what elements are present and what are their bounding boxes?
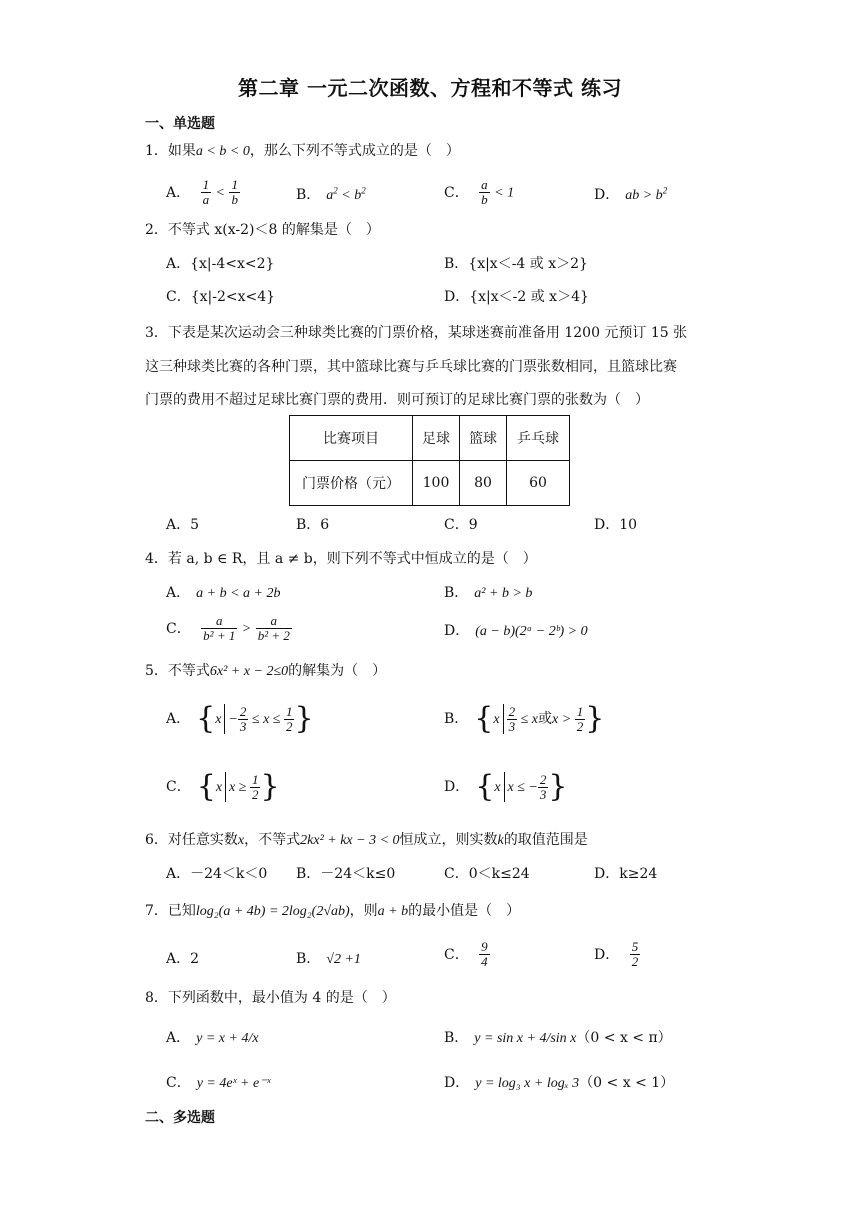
fraction: $\frac{a}{\text{b² + 1}}$ — [203, 613, 236, 643]
section-multiple-choice: 二、多选题 — [145, 1110, 215, 1126]
question-5-stem: 5．不等式6x² + x − 2≤0的解集为（ ） — [145, 663, 387, 679]
question-1-option-b[interactable]: B． $a^2 < b^2$ — [296, 185, 366, 203]
question-3-option-a[interactable]: A．5 — [166, 517, 200, 533]
fraction: $\frac{1}{b}$ — [231, 177, 238, 207]
question-6-option-c[interactable]: C．0＜k≤24 — [444, 866, 530, 882]
fraction: $\frac{a}{\text{b² + 2}}$ — [257, 613, 290, 643]
question-8-stem: 8．下列函数中，最小值为 4 的是（ ） — [145, 990, 396, 1006]
question-1-stem: 1．如果a < b < 0，那么下列不等式成立的是（ ） — [145, 143, 460, 159]
question-4-stem: 4．若 a, b ∈ R，且 a ≠ b，则下列不等式中恒成立的是（ ） — [145, 551, 537, 567]
question-6-stem: 6．对任意实数x，不等式2kx² + kx − 3 < 0恒成立，则实数k的取值范围是 — [145, 832, 588, 848]
question-8-option-a[interactable]: A． y = x + 4/x — [166, 1030, 259, 1046]
table-row — [290, 461, 570, 506]
question-7-stem: 7．已知log₂(a + 4b) = 2log₂(2√ab)，则a + b的最小值是（ ） — [145, 903, 521, 919]
question-7-option-d[interactable]: D． $\frac{5}{2}$ — [594, 939, 639, 969]
question-7-option-b[interactable]: B． √2 +1 — [296, 951, 361, 967]
question-3-option-c[interactable]: C．9 — [444, 517, 478, 533]
ticket-price-table — [289, 415, 570, 506]
question-8-option-d[interactable]: D． y = log₃ x + logₓ 3（0 < x < 1） — [444, 1075, 675, 1091]
question-3-line-1: 3．下表是某次运动会三种球类比赛的门票价格，某球迷赛前准备用 1200 元预订 15 张 — [145, 325, 688, 341]
question-1-option-a[interactable]: A． $\frac{1}{a}$ < $\frac{1}{b}$ — [166, 177, 238, 207]
question-3-option-d[interactable]: D．10 — [594, 517, 638, 533]
section-single-choice: 一、单选题 — [145, 116, 215, 132]
fraction: $\frac{9}{4}$ — [481, 939, 488, 969]
table-cell: 足球 — [413, 416, 460, 461]
question-4-option-c[interactable]: C． $\frac{a}{\text{b² + 1}}$ > $\frac{a}{\text{b² + 2}}$ — [166, 613, 290, 643]
question-7-option-c[interactable]: C． $\frac{9}{4}$ — [444, 939, 488, 969]
question-3-line-2: 这三种球类比赛的各种门票，其中篮球比赛与乒乓球比赛的门票张数相同，且篮球比赛 — [145, 359, 677, 375]
table-cell: 乒乓球 — [507, 416, 570, 461]
fraction: $\frac{5}{2}$ — [631, 939, 639, 969]
question-2-stem: 2．不等式 x(x-2)＜8 的解集是（ ） — [145, 222, 380, 238]
table-cell: 门票价格（元） — [290, 461, 413, 506]
question-1-option-c[interactable]: C． $\frac{a}{b}$ < 1 — [444, 177, 515, 207]
fraction: $\frac{1}{a}$ — [202, 177, 210, 207]
question-2-option-c[interactable]: C．{x|-2<x<4} — [166, 289, 276, 305]
question-2-option-d[interactable]: D．{x|x＜-2 或 x＞4} — [444, 289, 589, 305]
question-4-option-b[interactable]: B． a² + b > b — [444, 585, 533, 601]
question-6-option-a[interactable]: A．－24＜k＜0 — [166, 866, 268, 882]
table-cell: 100 — [413, 461, 460, 506]
question-1-option-d[interactable]: D． ab > $b^2$ — [594, 185, 668, 203]
question-2-option-a[interactable]: A．{x|-4<x<2} — [166, 256, 275, 272]
question-8-option-c[interactable]: C． y = 4eˣ + e⁻ˣ — [166, 1075, 271, 1091]
question-4-option-a[interactable]: A． a + b < a + 2b — [166, 585, 281, 601]
table-cell: 80 — [460, 461, 507, 506]
page-title: 第二章 一元二次函数、方程和不等式 练习 — [238, 76, 622, 100]
table-cell: 60 — [507, 461, 570, 506]
table-row — [290, 416, 570, 461]
question-2-option-b[interactable]: B．{x|x＜-4 或 x＞2} — [444, 256, 588, 272]
question-7-option-a[interactable]: A．2 — [166, 951, 200, 967]
question-4-option-d[interactable]: D． (a − b)(2ᵃ − 2ᵇ) > 0 — [444, 623, 588, 639]
question-3-line-3: 门票的费用不超过足球比赛门票的费用．则可预订的足球比赛门票的张数为（ ） — [145, 392, 649, 408]
question-6-option-d[interactable]: D．k≥24 — [594, 866, 658, 882]
question-3-option-b[interactable]: B．6 — [296, 517, 330, 533]
question-6-option-b[interactable]: B．－24＜k≤0 — [296, 866, 396, 882]
question-5-option-c[interactable]: C． {x x ≥ $\frac{1}{2}$ } — [166, 769, 280, 804]
fraction: $\frac{a}{b}$ — [481, 177, 488, 207]
question-8-option-b[interactable]: B． y = sin x + 4/sin x（0 < x < π） — [444, 1030, 672, 1046]
question-5-option-d[interactable]: D． {x x ≤ − $\frac{2}{3}$ } — [444, 769, 568, 804]
question-5-option-b[interactable]: B． {x $\frac{2}{3}$ ≤ x或x > $\frac{1}{2}$ } — [444, 701, 605, 736]
table-cell: 篮球 — [460, 416, 507, 461]
question-5-option-a[interactable]: A． {x − $\frac{2}{3}$ ≤ x ≤ $\frac{1}{2}$ } — [166, 701, 314, 736]
table-cell: 比赛项目 — [290, 416, 413, 461]
